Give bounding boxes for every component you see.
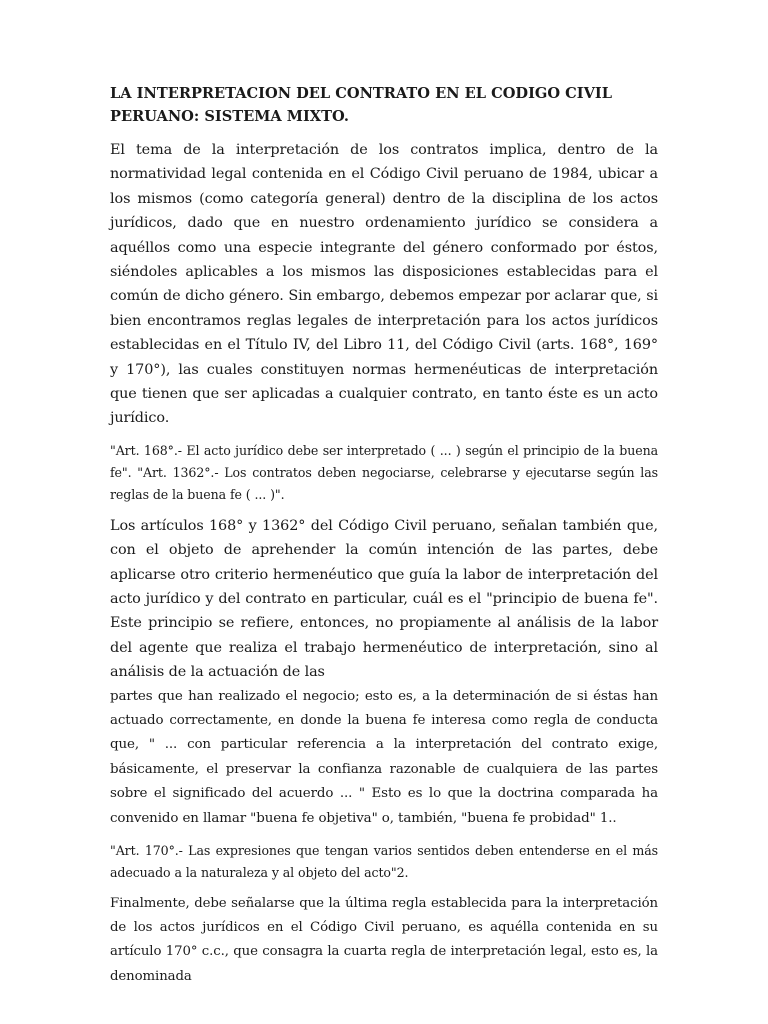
quote-art-170: "Art. 170°.- Las expresiones que tengan varios sentidos deben entenderse en el más adecuado a la naturaleza y al objeto del acto"2. bbox=[110, 843, 658, 881]
document-page bbox=[110, 82, 658, 989]
document-title: LA INTERPRETACION DEL CONTRATO EN EL CODIGO CIVIL PERUANO: SISTEMA MIXTO. bbox=[110, 85, 613, 125]
paragraph-intro: El tema de la interpretación de los contratos implica, dentro de la normatividad legal contenida en el Código Civil peruano de 1984, ubicar a los mismos (como categoría general) dentro de la disciplina de los actos jurídicos, dado que en nuestro ordenamiento jurídico se considera a aquéllos como una especie integrante del género conformado por éstos, siéndoles aplicables a los mismos las disposiciones establecidas para el común de dicho género. Sin embargo, debemos empezar por aclarar que, si bien encontramos reglas legales de interpretación para los actos jurídicos establecidas en el Título IV, del Libro 11, del Código Civil (arts. 168°, 169° y 170°), las cuales constituyen normas hermenéuticas de interpretación que tienen que ser aplicadas a cualquier contrato, en tanto éste es un acto jurídico. bbox=[110, 142, 658, 427]
paragraph-buena-fe-continued: partes que han realizado el negocio; esto es, a la determinación de si éstas han actuado correctamente, en donde la buena fe interesa como regla de conducta que, " ... con particular referencia a la interpretación del contrato exige, básicamente, el preservar la confianza razonable de cualquiera de las partes sobre el significado del acuerdo ... " Esto es lo que la doctrina comparada ha convenido en llamar "buena fe objetiva" o, también, "buena fe probidad" 1.. bbox=[110, 688, 658, 826]
quote-art-168-1362: "Art. 168°.- El acto jurídico debe ser interpretado ( ... ) según el principio de la buena fe". "Art. 1362°.- Los contratos deben negociarse, celebrarse y ejecutarse según las reglas de la buena fe ( ... )". bbox=[110, 442, 658, 503]
paragraph-final: Finalmente, debe señalarse que la última regla establecida para la interpretación de los actos jurídicos en el Código Civil peruano, es aquélla contenida en su artículo 170° c.c., que consagra la cuarta regla de interpretación legal, esto es, la denominada bbox=[110, 895, 658, 984]
paragraph-buena-fe: Los artículos 168° y 1362° del Código Civil peruano, señalan también que, con el objeto de aprehender la común intención de las partes, debe aplicarse otro criterio hermenéutico que guía la labor de interpretación del acto jurídico y del contrato en particular, cuál es el "principio de buena fe". Este principio se refiere, entonces, no propiamente al análisis de la labor del agente que realiza el trabajo hermenéutico de interpretación, sino al análisis de la actuación de las bbox=[110, 517, 658, 681]
